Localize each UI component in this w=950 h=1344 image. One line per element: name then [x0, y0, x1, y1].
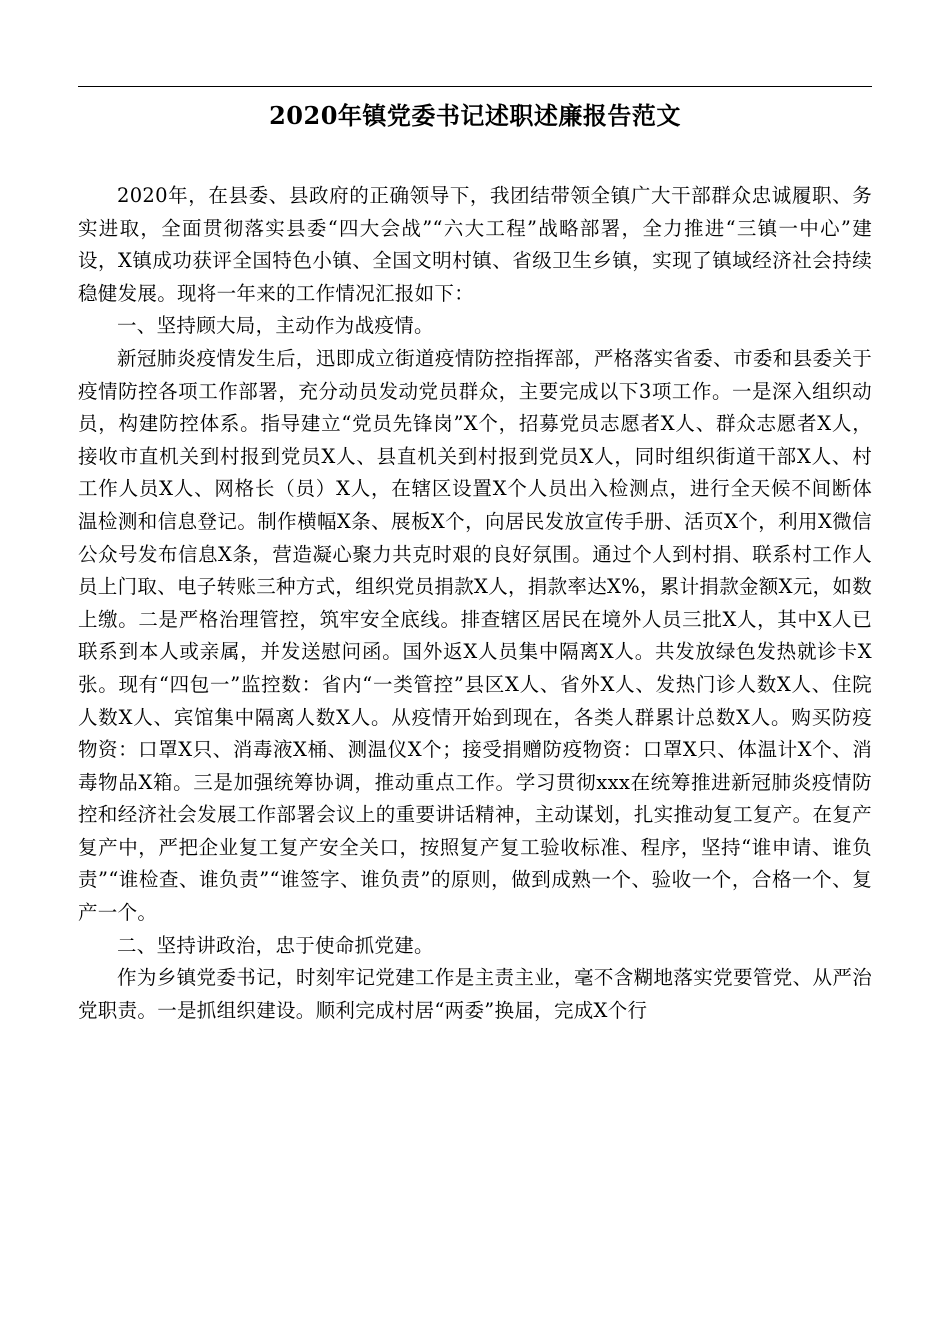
- paragraph-intro: 2020年，在县委、县政府的正确领导下，我团结带领全镇广大干部群众忠诚履职、务实进取，全面贯彻落实县委“四大会战”“六大工程”战略部署，全力推进“三镇一中心”建设，X镇成功获评全国特色小镇、全国文明村镇、省级卫生乡镇，实现了镇域经济社会持续稳健发展。现将一年来的工作情况汇报如下：: [78, 184, 872, 305]
- section-heading-1: 一、坚持顾大局，主动作为战疫情。: [117, 314, 434, 338]
- section-heading-2: 二、坚持讲政治，忠于使命抓党建。: [117, 933, 434, 957]
- document-body: [78, 180, 872, 1027]
- paragraph-epidemic: 新冠肺炎疫情发生后，迅即成立街道疫情防控指挥部，严格落实省委、市委和县委关于疫情防控各项工作部署，充分动员发动党员群众，主要完成以下3项工作。一是深入组织动员，构建防控体系。指导建立“党员先锋岗”X个，招募党员志愿者X人、群众志愿者X人，接收市直机关到村报到党员X人、县直机关到村报到党员X人，同时组织街道干部X人、村工作人员X人、网格长（员）X人，在辖区设置X个人员出入检测点，进行全天候不间断体温检测和信息登记。制作横幅X条、展板X个，向居民发放宣传手册、活页X个，利用X微信公众号发布信息X条，营造凝心聚力共克时艰的良好氛围。通过个人到村捐、联系村工作人员上门取、电子转账三种方式，组织党员捐款X人，捐款率达X%，累计捐款金额X元，如数上缴。二是严格治理管控，筑牢安全底线。排查辖区居民在境外人员三批X人，其中X人已联系到本人或亲属，并发送慰问函。国外返X人员集中隔离X人。共发放绿色发热就诊卡X张。现有“四包一”监控数：省内“一类管控”县区X人、省外X人、发热门诊人数X人、住院人数X人、宾馆集中隔离人数X人。从疫情开始到现在，各类人群累计总数X人。购买防疫物资：口罩X只、消毒液X桶、测温仪X个；接受捐赠防疫物资：口罩X只、体温计X个、消毒物品X箱。三是加强统筹协调，推动重点工作。学习贯彻xxx在统筹推进新冠肺炎疫情防控和经济社会发展工作部署会议上的重要讲话精神，主动谋划，扎实推动复工复产。在复产复产中，严把企业复工复产安全关口，按照复产复工验收标准、程序，坚持“谁申请、谁负责”“谁检查、谁负责”“谁签字、谁负责”的原则，做到成熟一个、验收一个，合格一个、复产一个。: [78, 346, 872, 925]
- document-title: 2020年镇党委书记述职述廉报告范文: [269, 101, 681, 130]
- paragraph-party-building: 作为乡镇党委书记，时刻牢记党建工作是主责主业，毫不含糊地落实党要管党、从严治党职责。一是抓组织建设。顺利完成村居“两委”换届，完成X个行: [78, 966, 872, 1022]
- header-rule: [78, 86, 872, 87]
